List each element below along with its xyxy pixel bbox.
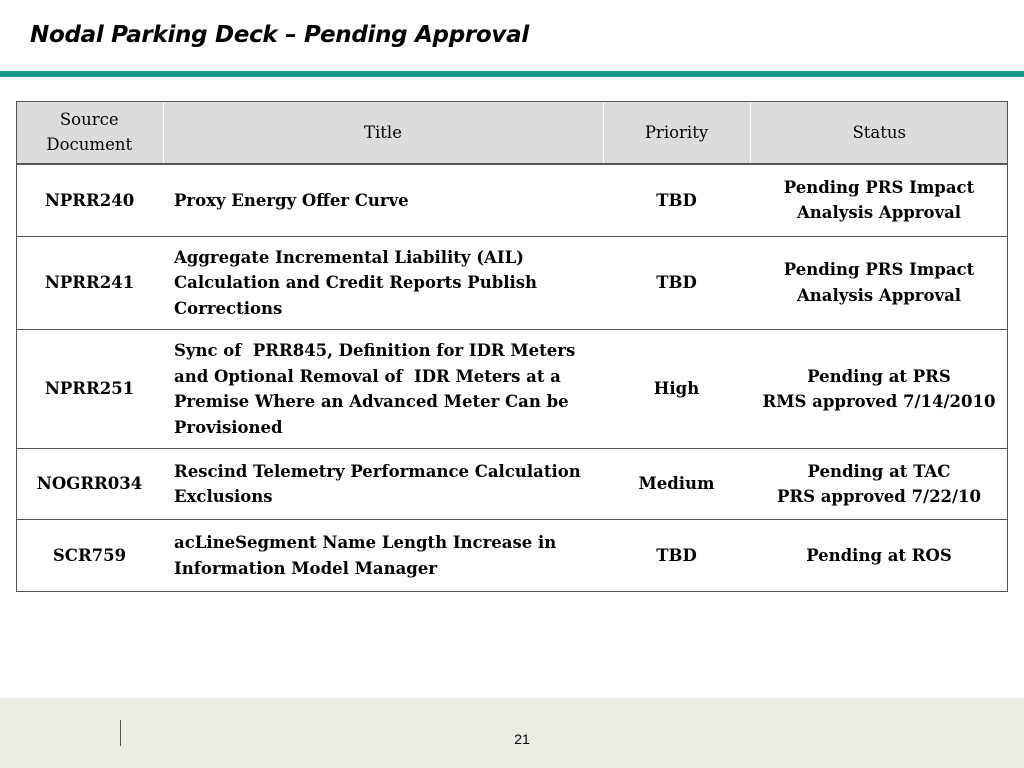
header-title: Title [163, 101, 603, 164]
table-row [16, 164, 1008, 236]
status-cell [750, 330, 1008, 449]
priority-cell: High [603, 330, 750, 449]
status-line: Analysis Approval [796, 285, 962, 305]
priority-cell: TBD [603, 236, 750, 330]
slide-title: Nodal Parking Deck – Pending Approval [30, 22, 529, 48]
priority-cell: TBD [603, 164, 750, 236]
title-cell: acLineSegment Name Length Increase in Information Model Manager [163, 520, 603, 592]
status-cell [750, 520, 1008, 592]
table-row [16, 236, 1008, 330]
source-document-cell: NOGRR034 [16, 449, 163, 520]
title-cell: Aggregate Incremental Liability (AIL) Calculation and Credit Reports Publish Corrections [163, 236, 603, 330]
header-priority: Priority [603, 101, 750, 164]
header-status: Status [750, 101, 1008, 164]
table-row [16, 449, 1008, 520]
status-cell [750, 236, 1008, 330]
status-line: Pending at ROS [806, 545, 952, 565]
source-document-cell: NPRR240 [16, 164, 163, 236]
table-row [16, 330, 1008, 449]
source-document-cell: NPRR251 [16, 330, 163, 449]
parking-deck-table [16, 101, 1008, 592]
status-line: RMS approved 7/14/2010 [762, 392, 996, 411]
header-source-document: Source Document [16, 101, 163, 164]
status-cell [750, 449, 1008, 520]
status-line: Analysis Approval [796, 203, 962, 223]
title-cell: Rescind Telemetry Performance Calculation Exclusions [163, 449, 603, 520]
status-line: PRS approved 7/22/10 [776, 487, 982, 506]
source-document-cell: NPRR241 [16, 236, 163, 330]
status-cell [750, 164, 1008, 236]
source-document-cell: SCR759 [16, 520, 163, 592]
table-header-row [16, 101, 1008, 164]
priority-cell: TBD [603, 520, 750, 592]
table-row [16, 520, 1008, 592]
status-line: Pending PRS Impact [783, 260, 975, 280]
footer-band [0, 698, 1024, 768]
status-line: Pending at TAC [807, 461, 951, 481]
parking-deck-table-container [16, 101, 1008, 592]
page-number: 21 [514, 731, 530, 747]
status-line: Pending PRS Impact [783, 177, 975, 197]
status-line: Pending at PRS [807, 366, 951, 386]
footer-divider [120, 720, 121, 746]
title-cell: Sync of PRR845, Definition for IDR Meters and Optional Removal of IDR Meters at a Premise Where an Advanced Meter Can be Provisioned [163, 330, 603, 449]
priority-cell: Medium [603, 449, 750, 520]
title-cell: Proxy Energy Offer Curve [163, 164, 603, 236]
title-accent-rule [0, 71, 1024, 77]
